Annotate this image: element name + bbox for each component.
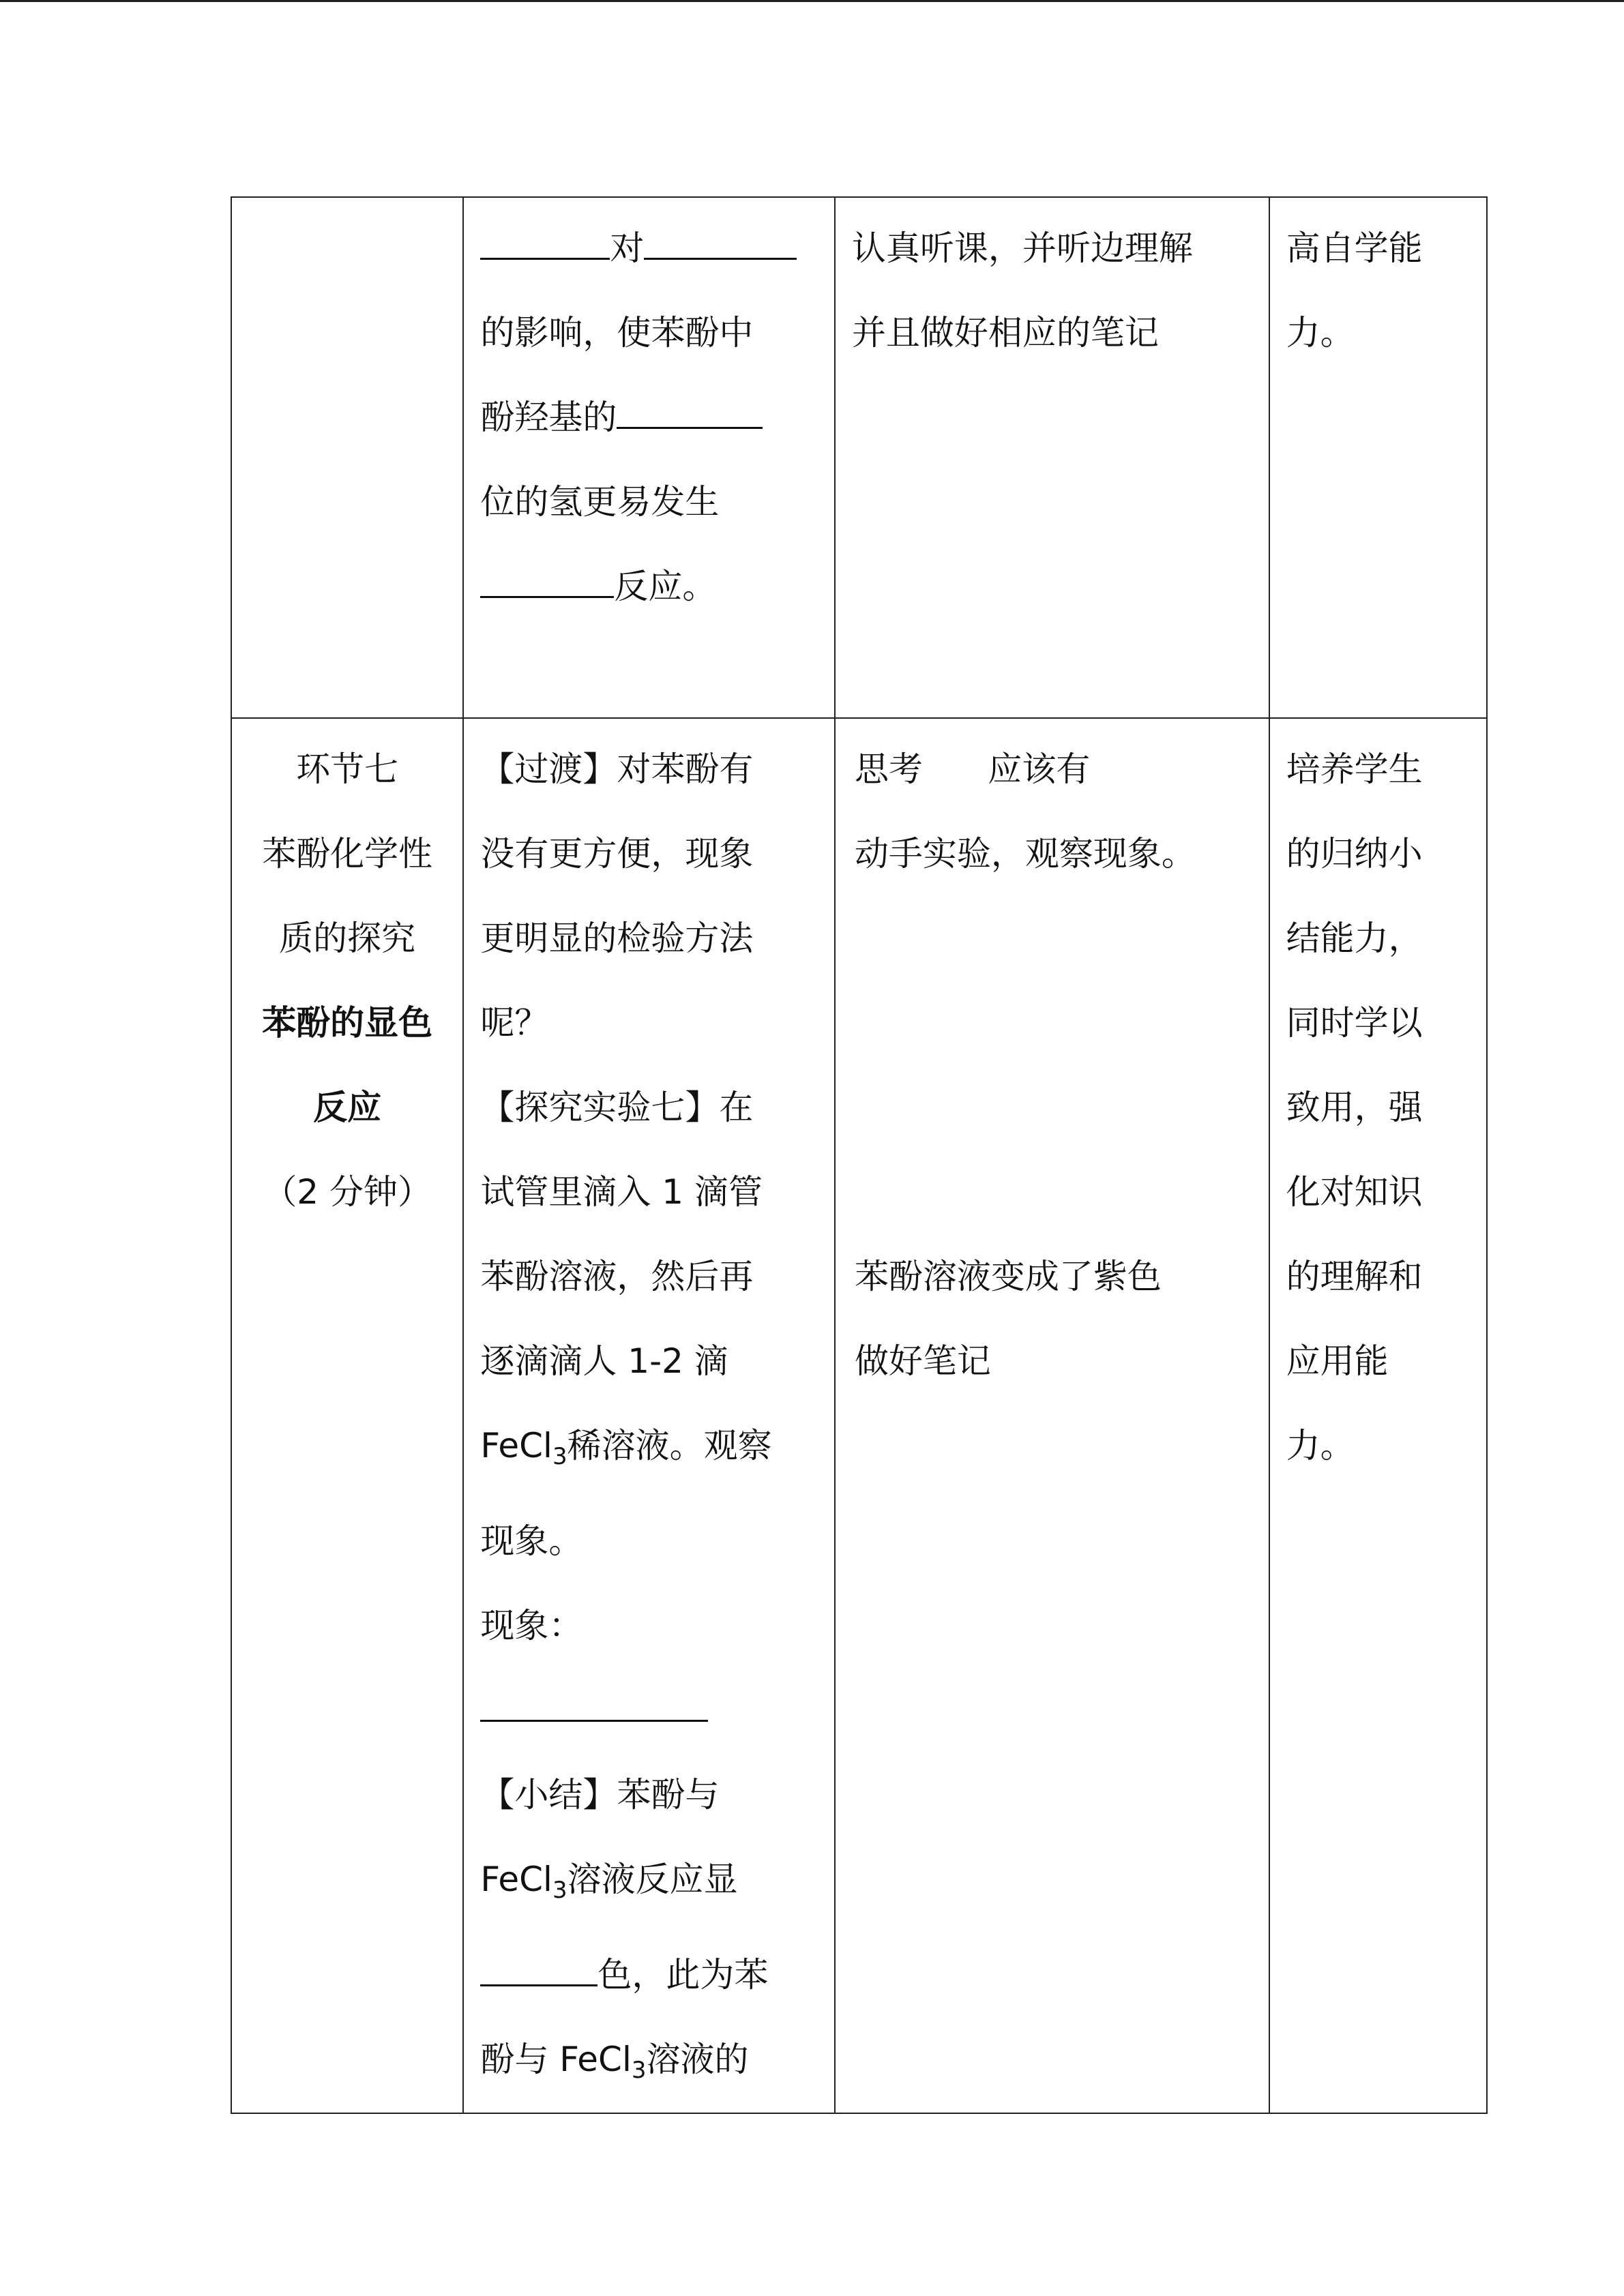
stage-duration: （2 分钟） (263, 1172, 432, 1212)
text-line: 更明显的检验方法 (480, 919, 754, 958)
text-line: 并且做好相应的笔记 (851, 313, 1159, 353)
formula-subscript: 3 (552, 1443, 567, 1470)
text-line: 呢？ (480, 1003, 549, 1043)
line-text: 酚与 (480, 2040, 560, 2079)
text-line: 现象。 (480, 1521, 583, 1561)
text-line: 致用，强 (1286, 1088, 1423, 1127)
student-activity-cell (835, 197, 1269, 718)
text-line: 的影响，使苯酚中 (480, 313, 754, 353)
formula-subscript: 3 (552, 1877, 567, 1904)
teacher-activity-cell (463, 197, 835, 718)
line-text: 反应。 (614, 567, 717, 606)
text-line: 【过渡】对苯酚有 (480, 749, 754, 789)
text-line: 的归纳小 (1286, 834, 1423, 874)
fill-in-blank (617, 423, 763, 429)
text-line (480, 1933, 834, 2017)
fill-in-blank (480, 254, 610, 260)
text-line: 位的氢更易发生 (480, 482, 720, 522)
stage-cell-empty (231, 197, 463, 718)
text-line: 现象： (480, 1606, 583, 1645)
line-text: 溶液的 (646, 2040, 749, 2079)
text-line: 认真听课，并听边理解 (851, 228, 1193, 268)
text-line: 逐滴滴人 1-2 滴 (480, 1341, 728, 1381)
design-intent-cell (1269, 718, 1487, 2113)
text-line: 应用能 (1286, 1341, 1389, 1381)
fill-in-blank (480, 592, 614, 598)
teacher-activity-cell (463, 718, 835, 2113)
text-line: 结能力， (1286, 919, 1423, 958)
table-row (231, 197, 1487, 718)
table-row (231, 718, 1487, 2113)
text-line (480, 544, 834, 629)
lesson-plan-table (231, 196, 1488, 2114)
line-text: 对 (610, 228, 645, 268)
text-line (480, 375, 834, 460)
text-line: 做好笔记 (854, 1341, 991, 1381)
text-line: 苯酚溶液，然后再 (480, 1257, 754, 1296)
stage-subtopic-line: 苯酚的显色 (262, 1003, 433, 1043)
fill-in-blank (480, 1716, 708, 1722)
text-line: 培养学生 (1286, 749, 1423, 789)
text-line (480, 1668, 834, 1753)
fill-in-blank (644, 254, 797, 260)
stage-cell (231, 718, 463, 2113)
formula-subscript: 3 (631, 2057, 647, 2084)
chemical-formula: FeCl (559, 2040, 632, 2079)
text-line: 力。 (1286, 313, 1355, 353)
text-line: 化对知识 (1286, 1172, 1423, 1212)
line-text: 溶液反应显 (567, 1860, 738, 1899)
text-line: 力。 (1286, 1426, 1355, 1465)
text-line (480, 1403, 834, 1499)
line-text: 色，此为苯 (597, 1955, 769, 1995)
chemical-formula: FeCl (480, 1426, 552, 1465)
text-line (480, 1837, 834, 1933)
text-line: 思考 应该有 (854, 749, 1091, 789)
text-line: 高自学能 (1286, 228, 1423, 268)
text-line: 试管里滴入 1 滴管 (480, 1172, 763, 1212)
text-line: 【探究实验七】在 (480, 1088, 754, 1127)
fill-in-blank (480, 1980, 597, 1986)
stage-topic-line: 苯酚化学性 (262, 834, 433, 874)
design-intent-cell (1269, 197, 1487, 718)
stage-subtopic-line: 反应 (313, 1088, 382, 1127)
text-line (480, 2017, 834, 2113)
chemical-formula: FeCl (480, 1860, 552, 1899)
text-line: 同时学以 (1286, 1003, 1423, 1043)
text-line: 苯酚溶液变成了紫色 (854, 1257, 1162, 1296)
student-activity-cell (835, 718, 1269, 2113)
line-text: 酚羟基的 (480, 398, 617, 437)
line-text: 稀溶液。观察 (567, 1426, 772, 1465)
stage-topic-line: 质的探究 (279, 919, 416, 958)
top-border-line (0, 0, 1624, 2)
text-line: 没有更方便，现象 (480, 834, 754, 874)
text-line: 【小结】苯酚与 (480, 1775, 720, 1815)
text-line (480, 206, 834, 290)
text-line: 动手实验，观察现象。 (854, 834, 1196, 874)
stage-title: 环节七 (296, 749, 399, 789)
text-line: 的理解和 (1286, 1257, 1423, 1296)
